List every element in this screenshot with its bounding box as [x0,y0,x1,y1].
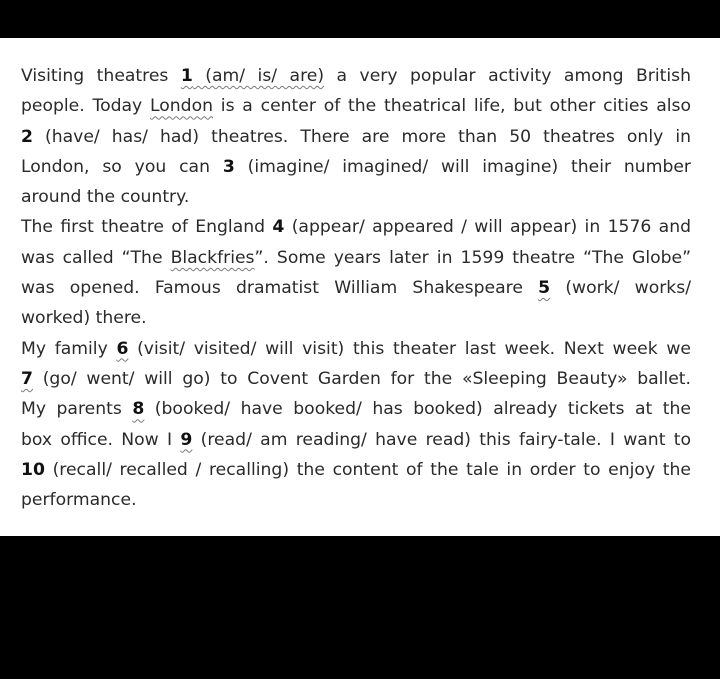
question-number: 6 [116,338,129,359]
text-line [21,273,691,303]
text-segment: London [150,96,214,117]
text-segment: worked) there. [21,308,147,329]
text-segment: (appear/ appeared / will appear) in 1576 and [284,217,692,238]
question-number: 8 [132,399,145,420]
text-line [21,182,691,212]
text-segment: Blackfries [170,247,255,268]
question-number: 4 [272,217,285,238]
text-segment: My family [21,338,117,359]
text-line [21,334,691,364]
text-segment: a very popular activity among British [324,66,691,86]
text-segment: (booked/ have booked/ has booked) already tickets at the [144,399,691,420]
text-segment: (am/ is/ are) [192,66,325,86]
text-segment: (have/ has/ had) theatres. There are more than 50 theatres only in [32,126,691,147]
text-segment: London, so you can [21,156,223,177]
question-number: 10 [21,459,45,480]
question-number: 2 [21,126,33,147]
text-line [21,152,691,182]
question-number: 1 [180,66,193,86]
text-line [21,455,691,485]
text-line [21,212,691,242]
text-segment: (read/ am reading/ have read) this fairy-tale. I want to [192,429,691,450]
text-segment: was called “The [21,247,171,268]
text-segment: My parents [21,399,133,420]
text-segment: The first theatre of England [21,217,273,238]
text-line [21,243,691,273]
text-line [21,425,691,455]
text-line [21,394,691,424]
text-segment: people. Today [21,96,150,117]
text-segment: was opened. Famous dramatist William Shakespeare [21,278,539,299]
document-page [0,38,720,536]
text-segment: (imagine/ imagined/ will imagine) their number [234,156,691,177]
text-segment: (work/ works/ [550,278,691,299]
text-segment: (go/ went/ will go) to Covent Garden for the «Sleeping Beauty» ballet. [32,368,691,389]
text-line [21,485,691,515]
text-segment: Visiting theatres [21,66,181,86]
question-number: 9 [180,429,193,450]
text-segment: (recall/ recalled / recalling) the content of the tale in order to enjoy the [44,459,691,480]
question-number: 3 [222,156,235,177]
text-segment: is a center of the theatrical life, but other cities also [213,96,692,117]
question-number: 5 [538,278,551,299]
text-line [21,122,691,152]
text-line [21,364,691,394]
text-segment: ”. Some years later in 1599 theatre “The Globe” [254,247,691,268]
text-segment: box office. Now I [21,429,181,450]
text-line [21,91,691,121]
text-segment: performance. [21,490,137,511]
question-number: 7 [21,368,33,389]
text-segment: around the country. [21,187,190,208]
text-segment: (visit/ visited/ will visit) this theater last week. Next week we [128,338,692,359]
text-line [21,61,691,91]
text-line [21,303,691,333]
exercise-text [21,61,691,515]
